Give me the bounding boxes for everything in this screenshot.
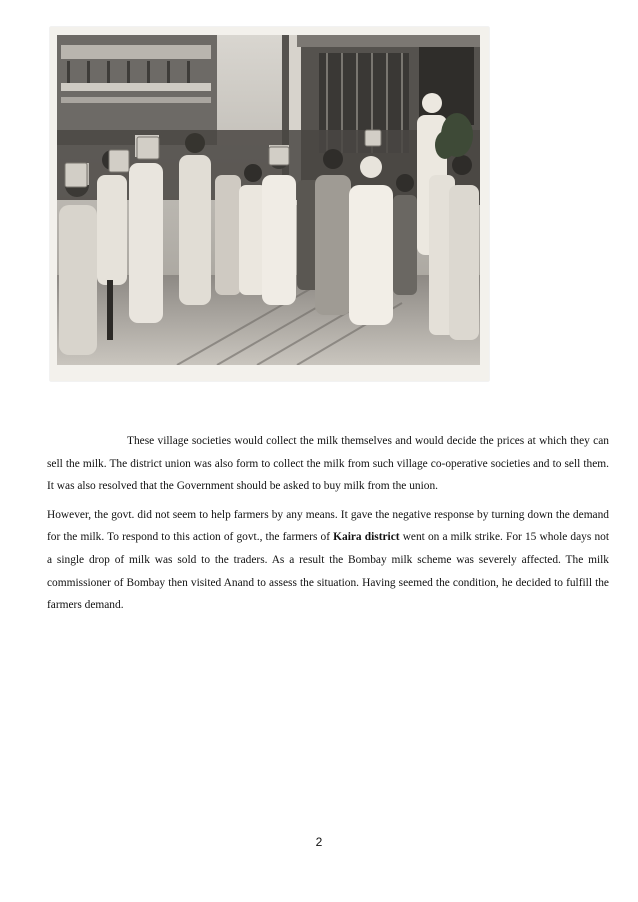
photo-illustration — [57, 35, 480, 365]
paragraph-2 — [47, 504, 609, 617]
photo-frame — [50, 27, 489, 381]
paragraph-2-part-2: went on a milk strike. For 15 whole days not a single drop of milk was sold to the traders. As a result the Bombay milk scheme was severely affected. The milk commissioner of Bombay then visited Anand to assess the situation. Having seemed the condition, he decided to fulfill the farmers demand. — [47, 531, 610, 612]
paragraph-2-part-1: However, the govt. did not seem to help farmers by any means. It gave the negative response by turning down the demand for the milk. To respond to this action of govt., the farmers of — [47, 508, 609, 544]
page-number: 2 — [315, 835, 323, 849]
paragraph-1: These village societies would collect the milk themselves and would decide the prices at which they can sell the milk. The district union was also form to collect the milk from such village co-operative societies and to sell them. It was also resolved that the Government should be asked to buy milk from the union. — [47, 435, 609, 493]
body-text — [47, 430, 609, 617]
kaira-district-bold: Kaira district — [333, 531, 400, 544]
historical-photo — [57, 35, 480, 365]
